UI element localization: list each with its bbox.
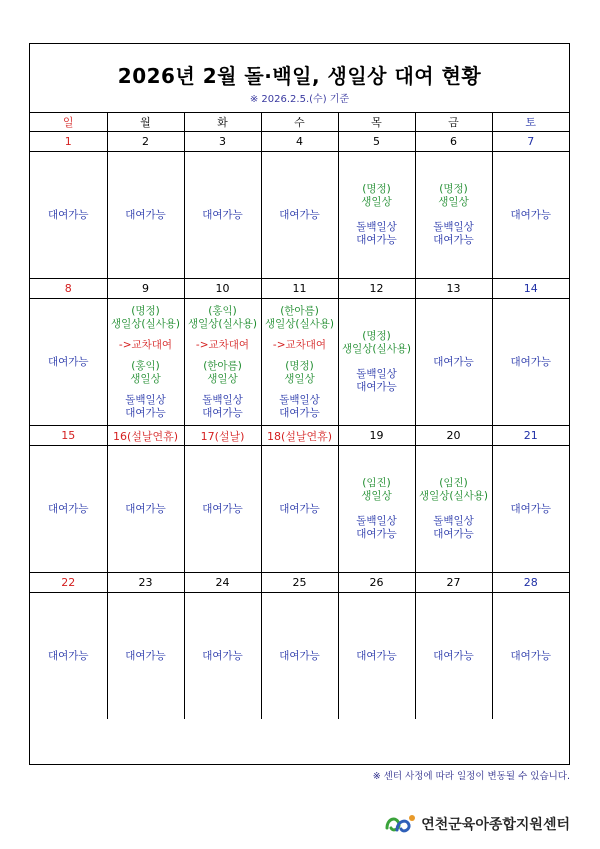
day-number: 7	[492, 132, 569, 152]
day-cell	[492, 593, 569, 720]
day-number: 6	[415, 132, 492, 152]
day-number: 3	[184, 132, 261, 152]
line-spacer	[416, 209, 492, 221]
day-cell	[338, 299, 415, 426]
line-spacer	[339, 503, 415, 515]
day-number: 9	[107, 279, 184, 299]
line-spacer	[262, 352, 338, 360]
availability-text: 대여가능	[433, 528, 474, 540]
page-title: 2026년 2월 돌·백일, 생일상 대여 현황	[117, 64, 482, 88]
availability-text: 대여가능	[356, 381, 397, 393]
cross-rental-text: ->교차대여	[195, 338, 250, 351]
rental-info-text: (명정)	[131, 304, 160, 317]
availability-text: 대여가능	[433, 649, 474, 662]
day-number: 17(설날)	[184, 426, 261, 446]
day-number: 1	[30, 132, 107, 152]
day-cell	[338, 446, 415, 573]
line-spacer	[416, 503, 492, 515]
day-number: 20	[415, 426, 492, 446]
day-number: 26	[338, 573, 415, 593]
day-cell	[261, 593, 338, 720]
rental-info-text: 생일상	[438, 196, 469, 208]
day-number: 23	[107, 573, 184, 593]
availability-text: 대여가능	[125, 208, 166, 221]
day-cell	[30, 152, 107, 279]
rental-info-text: (홍익)	[131, 359, 160, 372]
day-cell	[184, 152, 261, 279]
rental-info-text: 생일상(실사용)	[341, 343, 412, 355]
rental-info-text: 생일상(실사용)	[418, 490, 489, 502]
day-cell	[415, 152, 492, 279]
availability-text: 대여가능	[510, 649, 552, 662]
availability-text: 대여가능	[47, 649, 89, 662]
day-number: 19	[338, 426, 415, 446]
day-cell	[415, 299, 492, 426]
day-cell	[492, 446, 569, 573]
footer-org	[383, 812, 570, 836]
center-logo-icon	[383, 812, 417, 836]
availability-text: 대여가능	[510, 355, 552, 368]
availability-text: 대여가능	[279, 406, 320, 419]
weekday-header: 목	[338, 113, 415, 132]
day-cell	[184, 446, 261, 573]
weekday-header: 월	[107, 113, 184, 132]
availability-text: 돌백일상	[202, 393, 243, 406]
line-spacer	[185, 386, 261, 394]
rental-info-text: (한아름)	[203, 359, 242, 372]
availability-text: 대여가능	[356, 234, 397, 246]
day-number: 15	[30, 426, 107, 446]
day-number: 25	[261, 573, 338, 593]
line-spacer	[339, 209, 415, 221]
day-cell	[184, 593, 261, 720]
day-number: 16(설날연휴)	[107, 426, 184, 446]
rental-info-text: 생일상	[361, 490, 392, 502]
day-number: 27	[415, 573, 492, 593]
schedule-change-note: ※ 센터 사정에 따라 일정이 변동될 수 있습니다.	[372, 771, 570, 782]
line-spacer	[185, 352, 261, 360]
rental-info-text: (임진)	[439, 477, 468, 489]
availability-text: 돌백일상	[125, 393, 166, 406]
day-number: 28	[492, 573, 569, 593]
line-spacer	[185, 331, 261, 339]
day-number: 2	[107, 132, 184, 152]
day-cell	[261, 446, 338, 573]
reference-date: ※ 2026.2.5.(수) 기준	[249, 94, 350, 105]
availability-text: 대여가능	[202, 502, 243, 515]
day-cell	[107, 593, 184, 720]
line-spacer	[262, 386, 338, 394]
availability-text: 대여가능	[125, 649, 166, 662]
day-number: 21	[492, 426, 569, 446]
rental-info-text: (명정)	[439, 183, 468, 195]
availability-text: 대여가능	[202, 406, 243, 419]
availability-text: 대여가능	[279, 502, 320, 515]
day-number: 22	[30, 573, 107, 593]
title-area	[30, 44, 569, 112]
weekday-header: 일	[30, 113, 107, 132]
rental-info-text: 생일상(실사용)	[264, 317, 335, 330]
weekday-header: 금	[415, 113, 492, 132]
day-number: 24	[184, 573, 261, 593]
day-number: 18(설날연휴)	[261, 426, 338, 446]
rental-info-text: (명정)	[285, 359, 314, 372]
availability-text: 돌백일상	[433, 515, 474, 527]
rental-info-text: (한아름)	[280, 304, 319, 317]
day-cell	[30, 593, 107, 720]
availability-text: 대여가능	[279, 649, 320, 662]
availability-text: 대여가능	[47, 502, 89, 515]
line-spacer	[108, 352, 184, 360]
rental-info-text: 생일상	[284, 372, 315, 385]
availability-text: 돌백일상	[356, 221, 397, 233]
day-cell	[30, 446, 107, 573]
availability-text: 대여가능	[510, 208, 552, 221]
availability-text: 대여가능	[202, 649, 243, 662]
day-cell	[261, 299, 338, 426]
day-cell	[338, 593, 415, 720]
day-number: 5	[338, 132, 415, 152]
line-spacer	[108, 331, 184, 339]
availability-text: 대여가능	[279, 208, 320, 221]
availability-text: 대여가능	[47, 355, 89, 368]
availability-text: 돌백일상	[356, 515, 397, 527]
rental-info-text: 생일상	[207, 372, 238, 385]
cross-rental-text: ->교차대여	[272, 338, 327, 351]
day-number: 13	[415, 279, 492, 299]
day-number: 4	[261, 132, 338, 152]
day-cell	[107, 299, 184, 426]
day-cell	[492, 152, 569, 279]
rental-info-text: (명정)	[362, 183, 391, 195]
day-number: 11	[261, 279, 338, 299]
availability-text: 대여가능	[433, 355, 474, 368]
rental-info-text: 생일상	[130, 372, 161, 385]
day-cell	[30, 299, 107, 426]
day-cell	[261, 152, 338, 279]
rental-info-text: 생일상(실사용)	[110, 317, 181, 330]
day-number: 12	[338, 279, 415, 299]
rental-info-text: (홍익)	[208, 304, 237, 317]
availability-text: 대여가능	[125, 502, 166, 515]
availability-text: 대여가능	[510, 502, 552, 515]
calendar-sheet	[29, 43, 570, 765]
day-cell	[492, 299, 569, 426]
day-cell	[415, 593, 492, 720]
rental-info-text: (임진)	[362, 477, 391, 489]
day-cell	[184, 299, 261, 426]
line-spacer	[108, 386, 184, 394]
rental-info-text: 생일상	[361, 196, 392, 208]
availability-text: 돌백일상	[356, 368, 397, 380]
org-name: 연천군육아종합지원센터	[421, 817, 570, 833]
availability-text: 대여가능	[125, 406, 166, 419]
day-cell	[415, 446, 492, 573]
availability-text: 돌백일상	[279, 393, 320, 406]
line-spacer	[339, 356, 415, 368]
day-number: 10	[184, 279, 261, 299]
day-cell	[107, 446, 184, 573]
calendar-table	[30, 112, 569, 719]
weekday-header: 수	[261, 113, 338, 132]
cross-rental-text: ->교차대여	[118, 338, 173, 351]
availability-text: 대여가능	[433, 234, 474, 246]
availability-text: 대여가능	[356, 528, 397, 540]
day-cell	[107, 152, 184, 279]
weekday-header: 토	[492, 113, 569, 132]
availability-text: 대여가능	[47, 208, 89, 221]
line-spacer	[262, 331, 338, 339]
availability-text: 대여가능	[356, 649, 397, 662]
availability-text: 대여가능	[202, 208, 243, 221]
rental-info-text: (명정)	[362, 330, 391, 342]
day-cell	[338, 152, 415, 279]
day-number: 14	[492, 279, 569, 299]
availability-text: 돌백일상	[433, 221, 474, 233]
rental-info-text: 생일상(실사용)	[187, 317, 258, 330]
day-number: 8	[30, 279, 107, 299]
weekday-header: 화	[184, 113, 261, 132]
